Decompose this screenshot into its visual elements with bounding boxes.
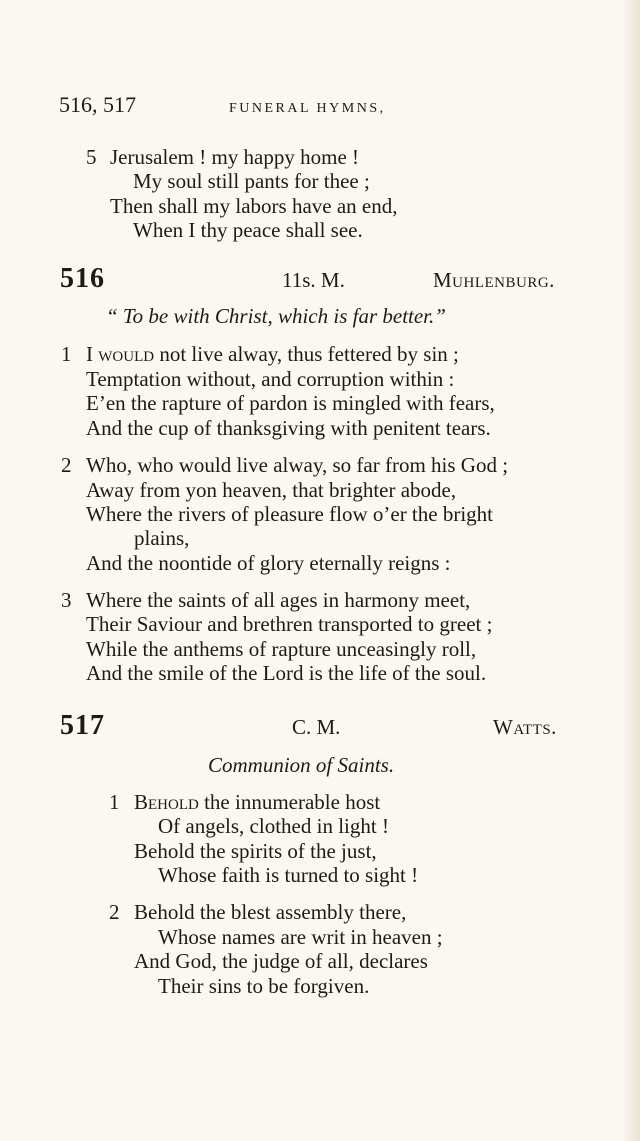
hymn-meter: 11s. M. xyxy=(282,268,345,292)
verse-first-line-rest: not live alway, thus fettered by sin ; xyxy=(154,342,459,366)
verse-line: Their Saviour and brethren transported to greet ; xyxy=(86,612,493,636)
verse-first-word: Behold xyxy=(134,790,199,814)
verse-line: And the smile of the Lord is the life of the soul. xyxy=(86,661,487,685)
verse-first-line-rest: the innumerable host xyxy=(198,790,381,814)
verse-line: And God, the judge of all, declares xyxy=(134,949,428,973)
verse-line: When I thy peace shall see. xyxy=(133,218,363,242)
verse-number: 1 xyxy=(109,790,120,814)
verse-number: 3 xyxy=(61,588,72,612)
verse-line: E’en the rapture of pardon is mingled with fears, xyxy=(86,391,495,415)
hymn-author: Muhlenburg. xyxy=(433,268,555,292)
verse-line: And the noontide of glory eternally reigns : xyxy=(86,551,451,575)
verse-line: Their sins to be forgiven. xyxy=(158,974,370,998)
verse-number: 1 xyxy=(61,342,72,366)
verse-line xyxy=(134,790,380,814)
verse-line: Jerusalem ! my happy home ! xyxy=(110,145,360,169)
verse-number: 2 xyxy=(109,900,120,924)
verse-line: Where the saints of all ages in harmony meet, xyxy=(86,588,471,612)
page-numbers: 516, 517 xyxy=(59,92,136,117)
hymn-meter: C. M. xyxy=(292,715,341,739)
verse-line xyxy=(86,342,459,366)
page-edge-shadow xyxy=(622,0,640,1141)
hymn-author: Watts. xyxy=(493,715,557,739)
verse-line: Whose names are writ in heaven ; xyxy=(158,925,443,949)
verse-line: Behold the spirits of the just, xyxy=(134,839,377,863)
verse-line: While the anthems of rapture unceasingly roll, xyxy=(86,637,477,661)
verse-line: My soul still pants for thee ; xyxy=(133,169,370,193)
verse-number: 2 xyxy=(61,453,72,477)
verse-line: Temptation without, and corruption within : xyxy=(86,367,455,391)
verse-line: Away from yon heaven, that brighter abode, xyxy=(86,478,457,502)
verse-line: Then shall my labors have an end, xyxy=(110,194,398,218)
verse-line: plains, xyxy=(134,526,190,550)
verse-line: And the cup of thanksgiving with penitent tears. xyxy=(86,416,491,440)
running-title: FUNERAL HYMNS, xyxy=(229,101,386,116)
verse-line: Whose faith is turned to sight ! xyxy=(158,863,419,887)
hymn-number-516: 516 xyxy=(60,263,105,294)
hymn-subtitle: Communion of Saints. xyxy=(208,753,395,777)
verse-line: Where the rivers of pleasure flow o’er the bright xyxy=(86,502,493,526)
verse-line: Who, who would live alway, so far from his God ; xyxy=(86,453,509,477)
verse-line: Of angels, clothed in light ! xyxy=(158,814,389,838)
hymn-number-517: 517 xyxy=(60,710,105,741)
verse-first-word: I would xyxy=(86,342,155,366)
hymn-epigraph: “ To be with Christ, which is far better.” xyxy=(106,304,446,328)
verse-line: Behold the blest assembly there, xyxy=(134,900,407,924)
verse-number: 5 xyxy=(86,145,97,169)
